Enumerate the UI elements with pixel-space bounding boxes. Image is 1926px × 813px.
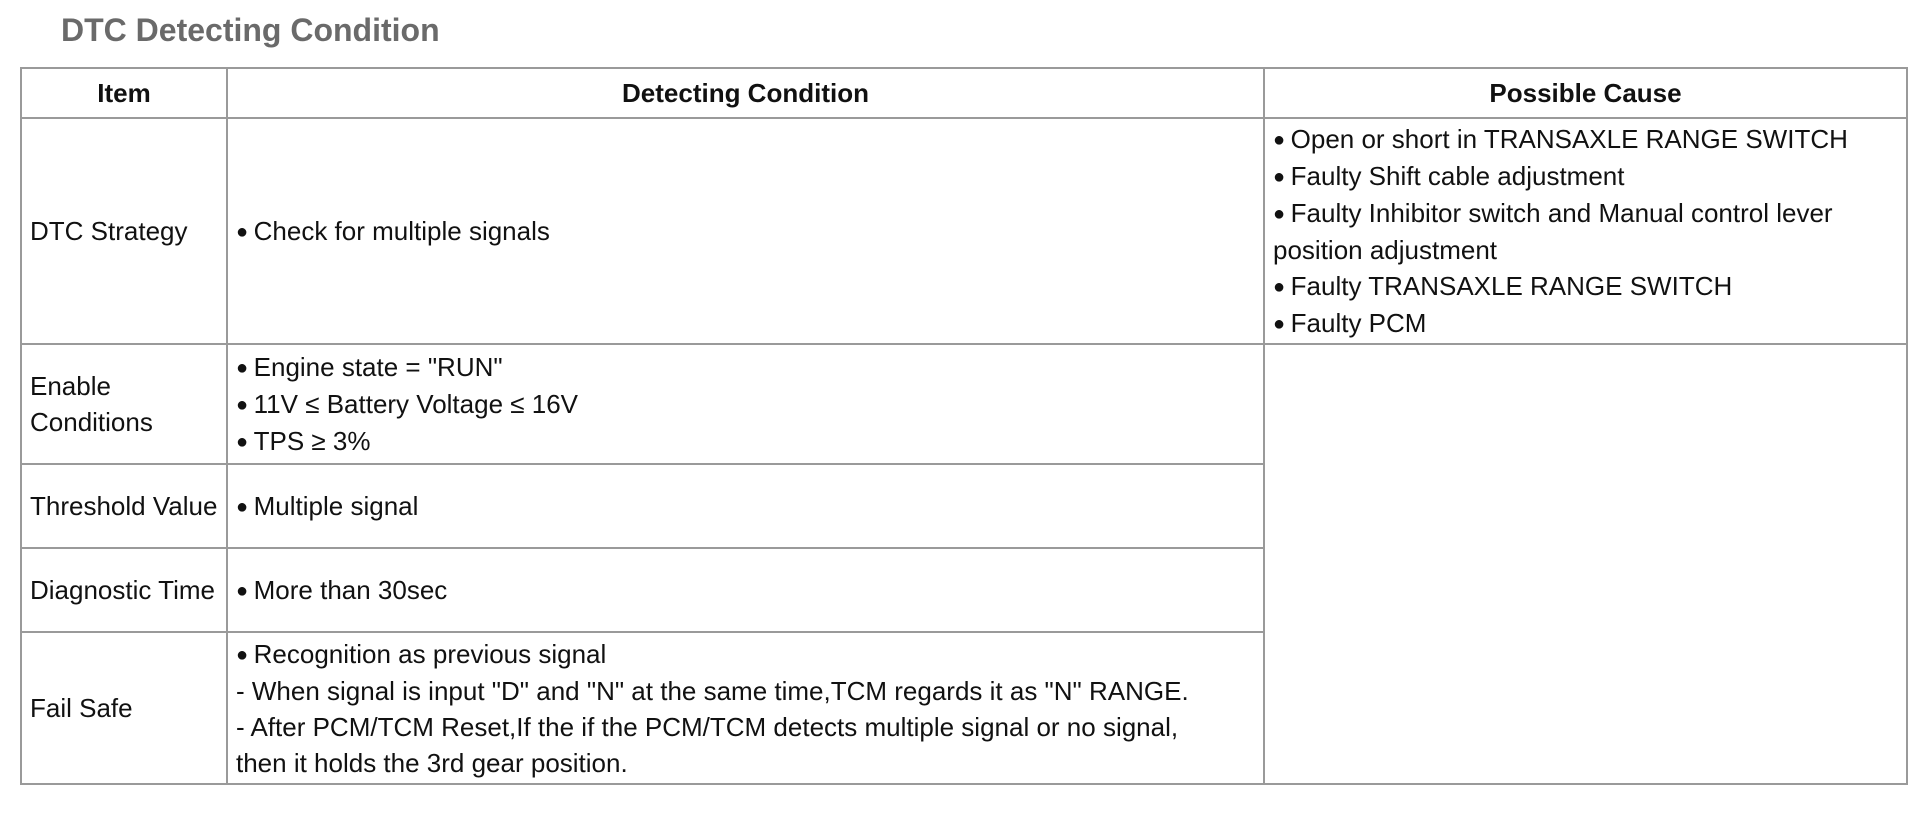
fail-safe-note: - After PCM/TCM Reset,If the if the PCM/TCM detects multiple signal or no signal, [236, 711, 1179, 742]
cause-line: ● Open or short in TRANSAXLE RANGE SWITCH [1273, 121, 1898, 158]
item-dtc-strategy: DTC Strategy [21, 118, 227, 344]
header-item: Item [21, 68, 227, 118]
condition-diagnostic-time [227, 548, 1264, 632]
item-threshold-value: Threshold Value [21, 464, 227, 548]
condition-line: ● Check for multiple signals [236, 213, 1255, 250]
cause-line: ● Faulty TRANSAXLE RANGE SWITCH [1273, 268, 1898, 305]
condition-threshold-value [227, 464, 1264, 548]
item-diagnostic-time: Diagnostic Time [21, 548, 227, 632]
condition-dtc-strategy [227, 118, 1264, 344]
condition-line: ● TPS ≥ 3% [236, 423, 1255, 460]
condition-fail-safe [227, 632, 1264, 784]
cause-line: ● Faulty PCM [1273, 305, 1898, 342]
condition-line: ● More than 30sec [236, 572, 1255, 609]
cause-line: ● Faulty Shift cable adjustment [1273, 158, 1898, 195]
page-title: DTC Detecting Condition [61, 12, 440, 48]
condition-line: ● 11V ≤ Battery Voltage ≤ 16V [236, 386, 1255, 423]
condition-enable-conditions [227, 344, 1264, 464]
header-possible-cause: Possible Cause [1264, 68, 1907, 118]
fail-safe-note: then it holds the 3rd gear position. [236, 747, 628, 778]
item-fail-safe: Fail Safe [21, 632, 227, 784]
table-header-row [21, 68, 1907, 118]
table-row-dtc-strategy [21, 118, 1907, 344]
item-enable-conditions: Enable Conditions [21, 344, 227, 464]
dtc-condition-table [20, 67, 1908, 785]
possible-cause-list [1264, 118, 1907, 344]
condition-line: ● Engine state = "RUN" [236, 349, 1255, 386]
possible-cause-empty-cell [1264, 344, 1907, 784]
cause-line: ● Faulty Inhibitor switch and Manual control lever position adjustment [1273, 195, 1898, 268]
condition-line: ● Recognition as previous signal [236, 636, 1255, 673]
header-detecting-condition: Detecting Condition [227, 68, 1264, 118]
condition-line: ● Multiple signal [236, 488, 1255, 525]
table-row-enable-conditions [21, 344, 1907, 464]
fail-safe-note: - When signal is input "D" and "N" at the same time,TCM regards it as "N" RANGE. [236, 675, 1189, 706]
